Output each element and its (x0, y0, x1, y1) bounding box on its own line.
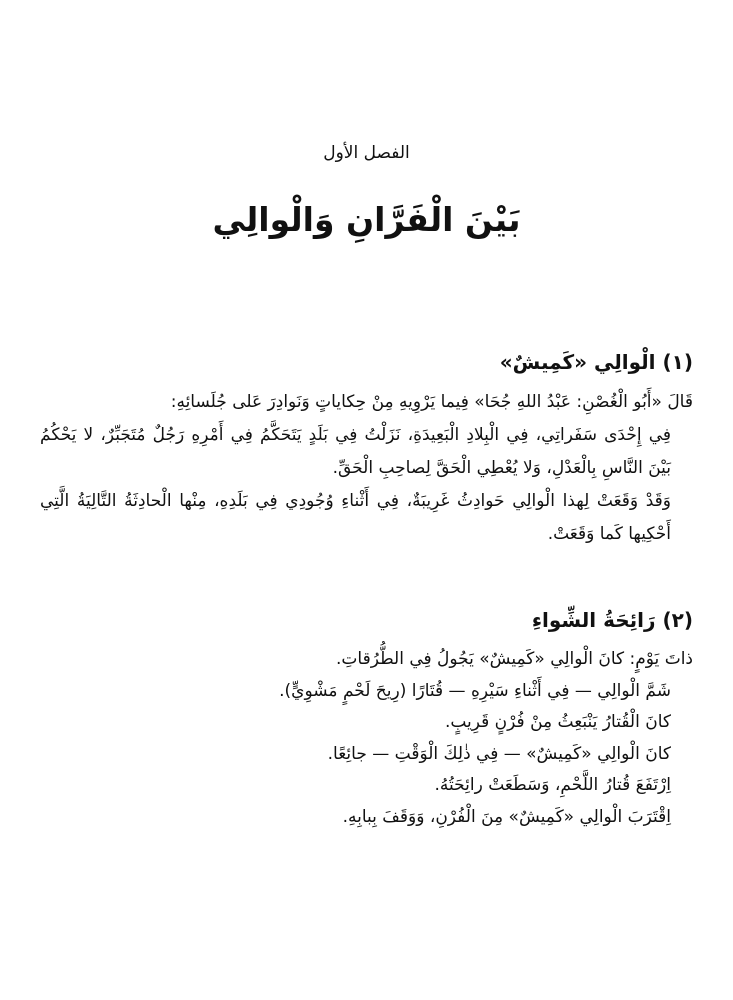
section-1 (40, 350, 693, 551)
section-1-heading: (١) الْوالِي «كَمِيشٌ» (499, 350, 693, 374)
section-1-paragraph-2: فِي إِحْدَى سَفَراتِي، فِي الْبِلادِ الْبَعِيدَةِ، نَزَلْتُ فِي بَلَدٍ يَتَحَكَّمُ فِي أَمْرِهِ رَجُلٌ مُتَجَبِّرٌ، لا يَحْكُمُ بَيْنَ النَّاسِ بِالْعَدْلِ، وَلا يُعْطِي الْحَقَّ لِصاحِبِ الْحَقِّ. (40, 425, 671, 478)
chapter-title: بَيْنَ الْفَرَّانِ وَالْوالِي (212, 200, 521, 239)
section-2-line-4: كانَ الْوالِي «كَمِيشٌ» — فِي ذٰلِكَ الْوَقْتِ — جائِعًا. (327, 743, 671, 764)
section-2-line-3: كانَ الْقُتارُ يَنْبَعِثُ مِنْ فُرْنٍ قَرِيبٍ. (444, 712, 671, 732)
section-2-line-6: اِقْتَرَبَ الْوالِي «كَمِيشٌ» مِنَ الْفُرْنِ، وَوَقَفَ بِبابِهِ. (342, 806, 671, 827)
chapter-label: الفصل الأول (323, 143, 410, 163)
section-1-paragraph-1: قَالَ «أَبُو الْغُصْنِ: عَبْدُ اللهِ جُحَا» فِيما يَرْوِيهِ مِنْ حِكاياتٍ وَنَوادِرَ عَلى جُلَسائِهِ: (170, 392, 693, 412)
section-2-line-2: شَمَّ الْوالِي — فِي أَثْناءِ سَيْرِهِ — قُتَارًا (رِيحَ لَحْمٍ مَشْوِيٍّ). (279, 680, 671, 701)
section-2-heading: (٢) رَائِحَةُ الشِّواءِ (531, 608, 693, 632)
section-2-line-5: اِرْتَفَعَ قُتارُ اللَّحْمِ، وَسَطَعَتْ رائِحَتُهُ. (434, 775, 671, 795)
section-1-paragraph-3: وَقَدْ وَقَعَتْ لِهذا الْوالِي حَوادِثُ غَرِيبَةٌ، فِي أَثْناءِ وُجُودِي فِي بَلَدِهِ، مِنْها الْحادِثَةُ التَّالِيَةُ الَّتِي أَحْكِيها كَما وَقَعَتْ. (40, 491, 671, 544)
section-2 (40, 608, 693, 833)
section-2-line-1: ذاتَ يَوْمٍ: كانَ الْوالِي «كَمِيشٌ» يَجُولُ فِي الطُّرُقاتِ. (335, 649, 693, 669)
